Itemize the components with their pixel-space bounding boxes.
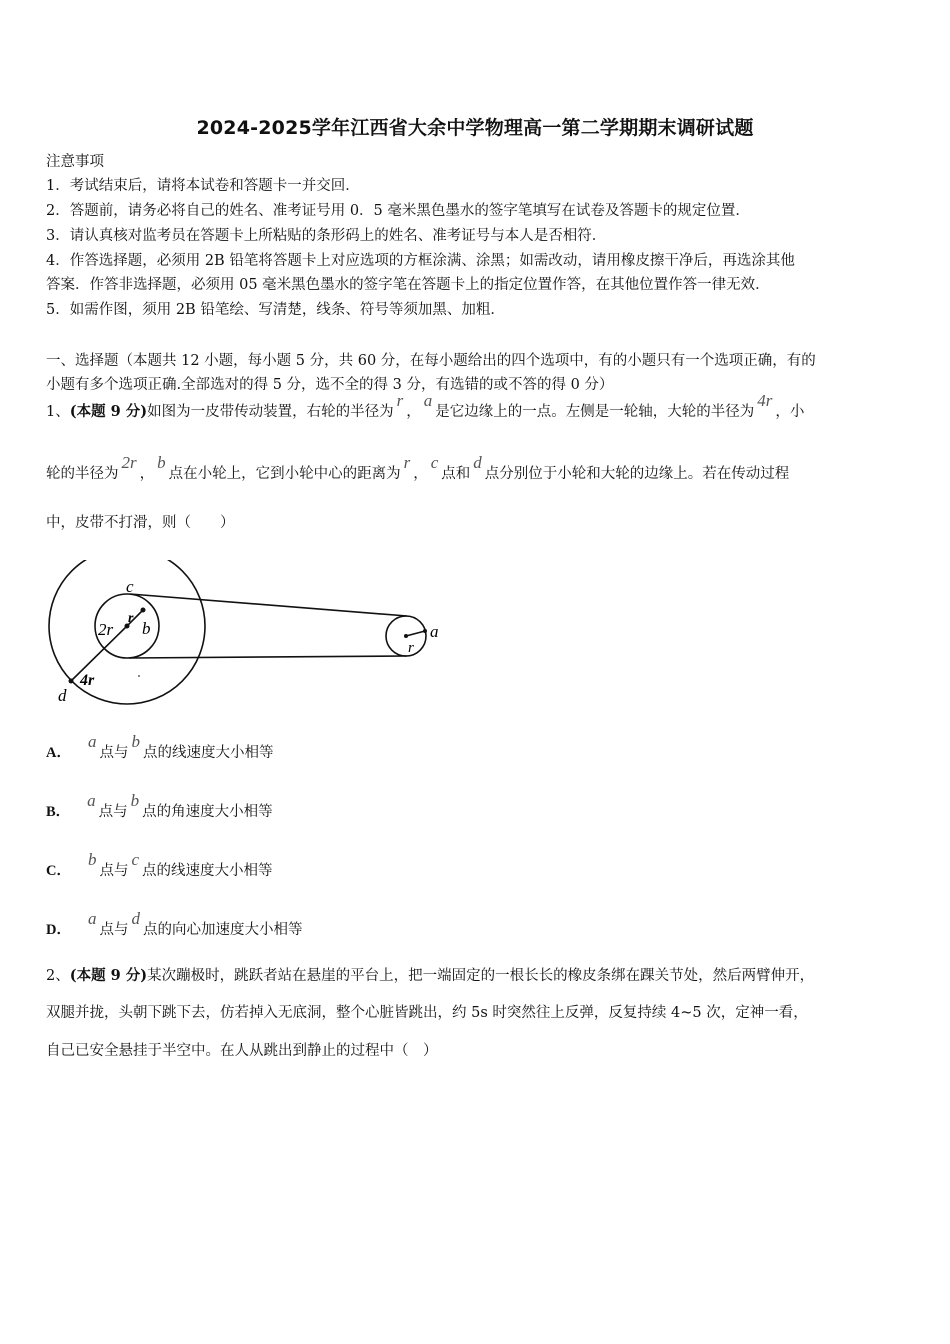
q1-text: ， <box>139 466 155 482</box>
notice-item-4-cont: 答案．作答非选择题，必须用 05 毫米黑色墨水的签字笔在答题卡上的指定位置作答，在其他位置作答一律无效． <box>46 277 770 293</box>
notice-item-3: 3．请认真核对监考员在答题卡上所粘贴的条形码上的姓名、准考证号与本人是否相符． <box>46 228 607 244</box>
q1-number: 1、 <box>46 404 70 420</box>
q1-line-1 <box>46 391 805 423</box>
var-b: b <box>87 850 97 869</box>
option-text: 点与 <box>99 863 129 879</box>
notice-item-4: 4．作答选择题，必须用 2B 铅笔将答题卡上对应选项的方框涂满、涂黑；如需改动，请用橡皮擦干净后，再选涂其他 <box>46 253 795 269</box>
q1-score: (本题 9 分) <box>69 403 148 420</box>
option-text: 点的向心加速度大小相等 <box>142 922 303 938</box>
speck <box>138 675 140 677</box>
q1-line-3: 中，皮带不打滑，则（ ） <box>46 515 235 531</box>
q1-line-2 <box>46 453 790 485</box>
notice-heading: 注意事项 <box>46 154 104 170</box>
page-title: 2024-2025学年江西省大余中学物理高一第二学期期末调研试题 <box>196 117 754 139</box>
var-4r: 4r <box>757 391 773 410</box>
option-letter: D． <box>46 922 71 938</box>
var-2r: 2r <box>121 453 137 472</box>
q1-text: 点分别位于小轮和大轮的边缘上。若在传动过程 <box>484 466 790 482</box>
option-letter: C． <box>46 863 71 879</box>
option-text: 点与 <box>99 922 129 938</box>
var-r: r <box>403 453 411 472</box>
q2-line-1 <box>46 965 814 987</box>
q1-text: 如图为一皮带传动装置，右轮的半径为 <box>147 404 394 420</box>
option-letter: B． <box>46 804 71 820</box>
point-b-dot <box>141 608 146 613</box>
q2-line-2: 双腿并拢，头朝下跳下去，仿若掉入无底洞，整个心脏皆跳出，约 5s 时突然往上反弹，反复持续 4~5 次，定神一看， <box>46 1005 808 1021</box>
q2-score: (本题 9 分) <box>69 967 148 984</box>
var-d: d <box>473 453 482 472</box>
section-heading-line-2: 小题有多个选项正确.全部选对的得 5 分，选不全的得 3 分，有选错的或不答的得 0 分） <box>46 377 614 393</box>
option-c[interactable] <box>46 850 273 882</box>
q1-text: ， <box>413 466 428 482</box>
var-d: d <box>131 909 140 928</box>
label-r: r <box>128 611 134 626</box>
notice-item-1: 1．考试结束后，请将本试卷和答题卡一并交回． <box>46 178 360 194</box>
radius-r-small-line <box>406 631 425 636</box>
label-r-small: r <box>408 640 414 656</box>
q2-text: 某次蹦极时，跳跃者站在悬崖的平台上，把一端固定的一根长长的橡皮条绑在踝关节处，然后两臂伸开， <box>147 968 815 984</box>
var-a: a <box>87 791 96 810</box>
var-b: b <box>157 453 166 472</box>
q1-text: 是它边缘上的一点。左侧是一轮轴，大轮的半径为 <box>435 404 755 420</box>
var-a: a <box>87 909 97 928</box>
option-d[interactable] <box>46 909 303 941</box>
belt-upper <box>130 594 407 616</box>
var-r: r <box>396 391 404 410</box>
var-c: c <box>131 850 140 869</box>
option-text: 点与 <box>99 745 129 761</box>
q1-text: ，小 <box>775 404 805 420</box>
option-a[interactable] <box>46 732 274 764</box>
label-c: c <box>126 577 134 596</box>
belt-lower <box>130 656 407 658</box>
var-b: b <box>130 791 140 810</box>
var-c: c <box>430 453 439 472</box>
option-text: 点的线速度大小相等 <box>142 863 273 879</box>
label-b: b <box>142 619 151 638</box>
q1-text: 轮的半径为 <box>46 466 119 482</box>
q1-text: 点和 <box>441 466 471 482</box>
option-text: 点的线速度大小相等 <box>142 745 274 761</box>
label-d: d <box>58 686 67 705</box>
q2-number: 2、 <box>46 968 70 984</box>
label-2r: 2r <box>98 620 114 639</box>
q2-line-3: 自己已安全悬挂于半空中。在人从跳出到静止的过程中（ ） <box>46 1043 438 1059</box>
notice-item-2: 2．答题前，请务必将自己的姓名、准考证号用 0．5 毫米黑色墨水的签字笔填写在试卷及答题卡的规定位置． <box>46 203 750 219</box>
label-a: a <box>430 622 439 641</box>
section-heading-line-1: 一、选择题（本题共 12 小题，每小题 5 分，共 60 分，在每小题给出的四个选项中，有的小题只有一个选项正确，有的 <box>46 353 816 369</box>
q1-text: 点在小轮上，它到小轮中心的距离为 <box>168 466 401 482</box>
option-b[interactable] <box>46 791 273 823</box>
point-a-dot <box>423 629 427 633</box>
var-b: b <box>131 732 140 751</box>
q1-text: ， <box>406 404 421 420</box>
var-a: a <box>87 732 97 751</box>
label-4r: 4r <box>80 672 95 689</box>
point-d-dot <box>69 679 74 684</box>
var-a: a <box>423 391 433 410</box>
right-center-dot <box>404 634 408 638</box>
notice-item-5: 5．如需作图，须用 2B 铅笔绘、写清楚，线条、符号等须加黑、加粗． <box>46 302 505 318</box>
option-letter: A． <box>46 745 71 761</box>
option-text: 点的角速度大小相等 <box>142 804 273 820</box>
belt-drive-figure <box>44 560 454 710</box>
option-text: 点与 <box>98 804 128 820</box>
